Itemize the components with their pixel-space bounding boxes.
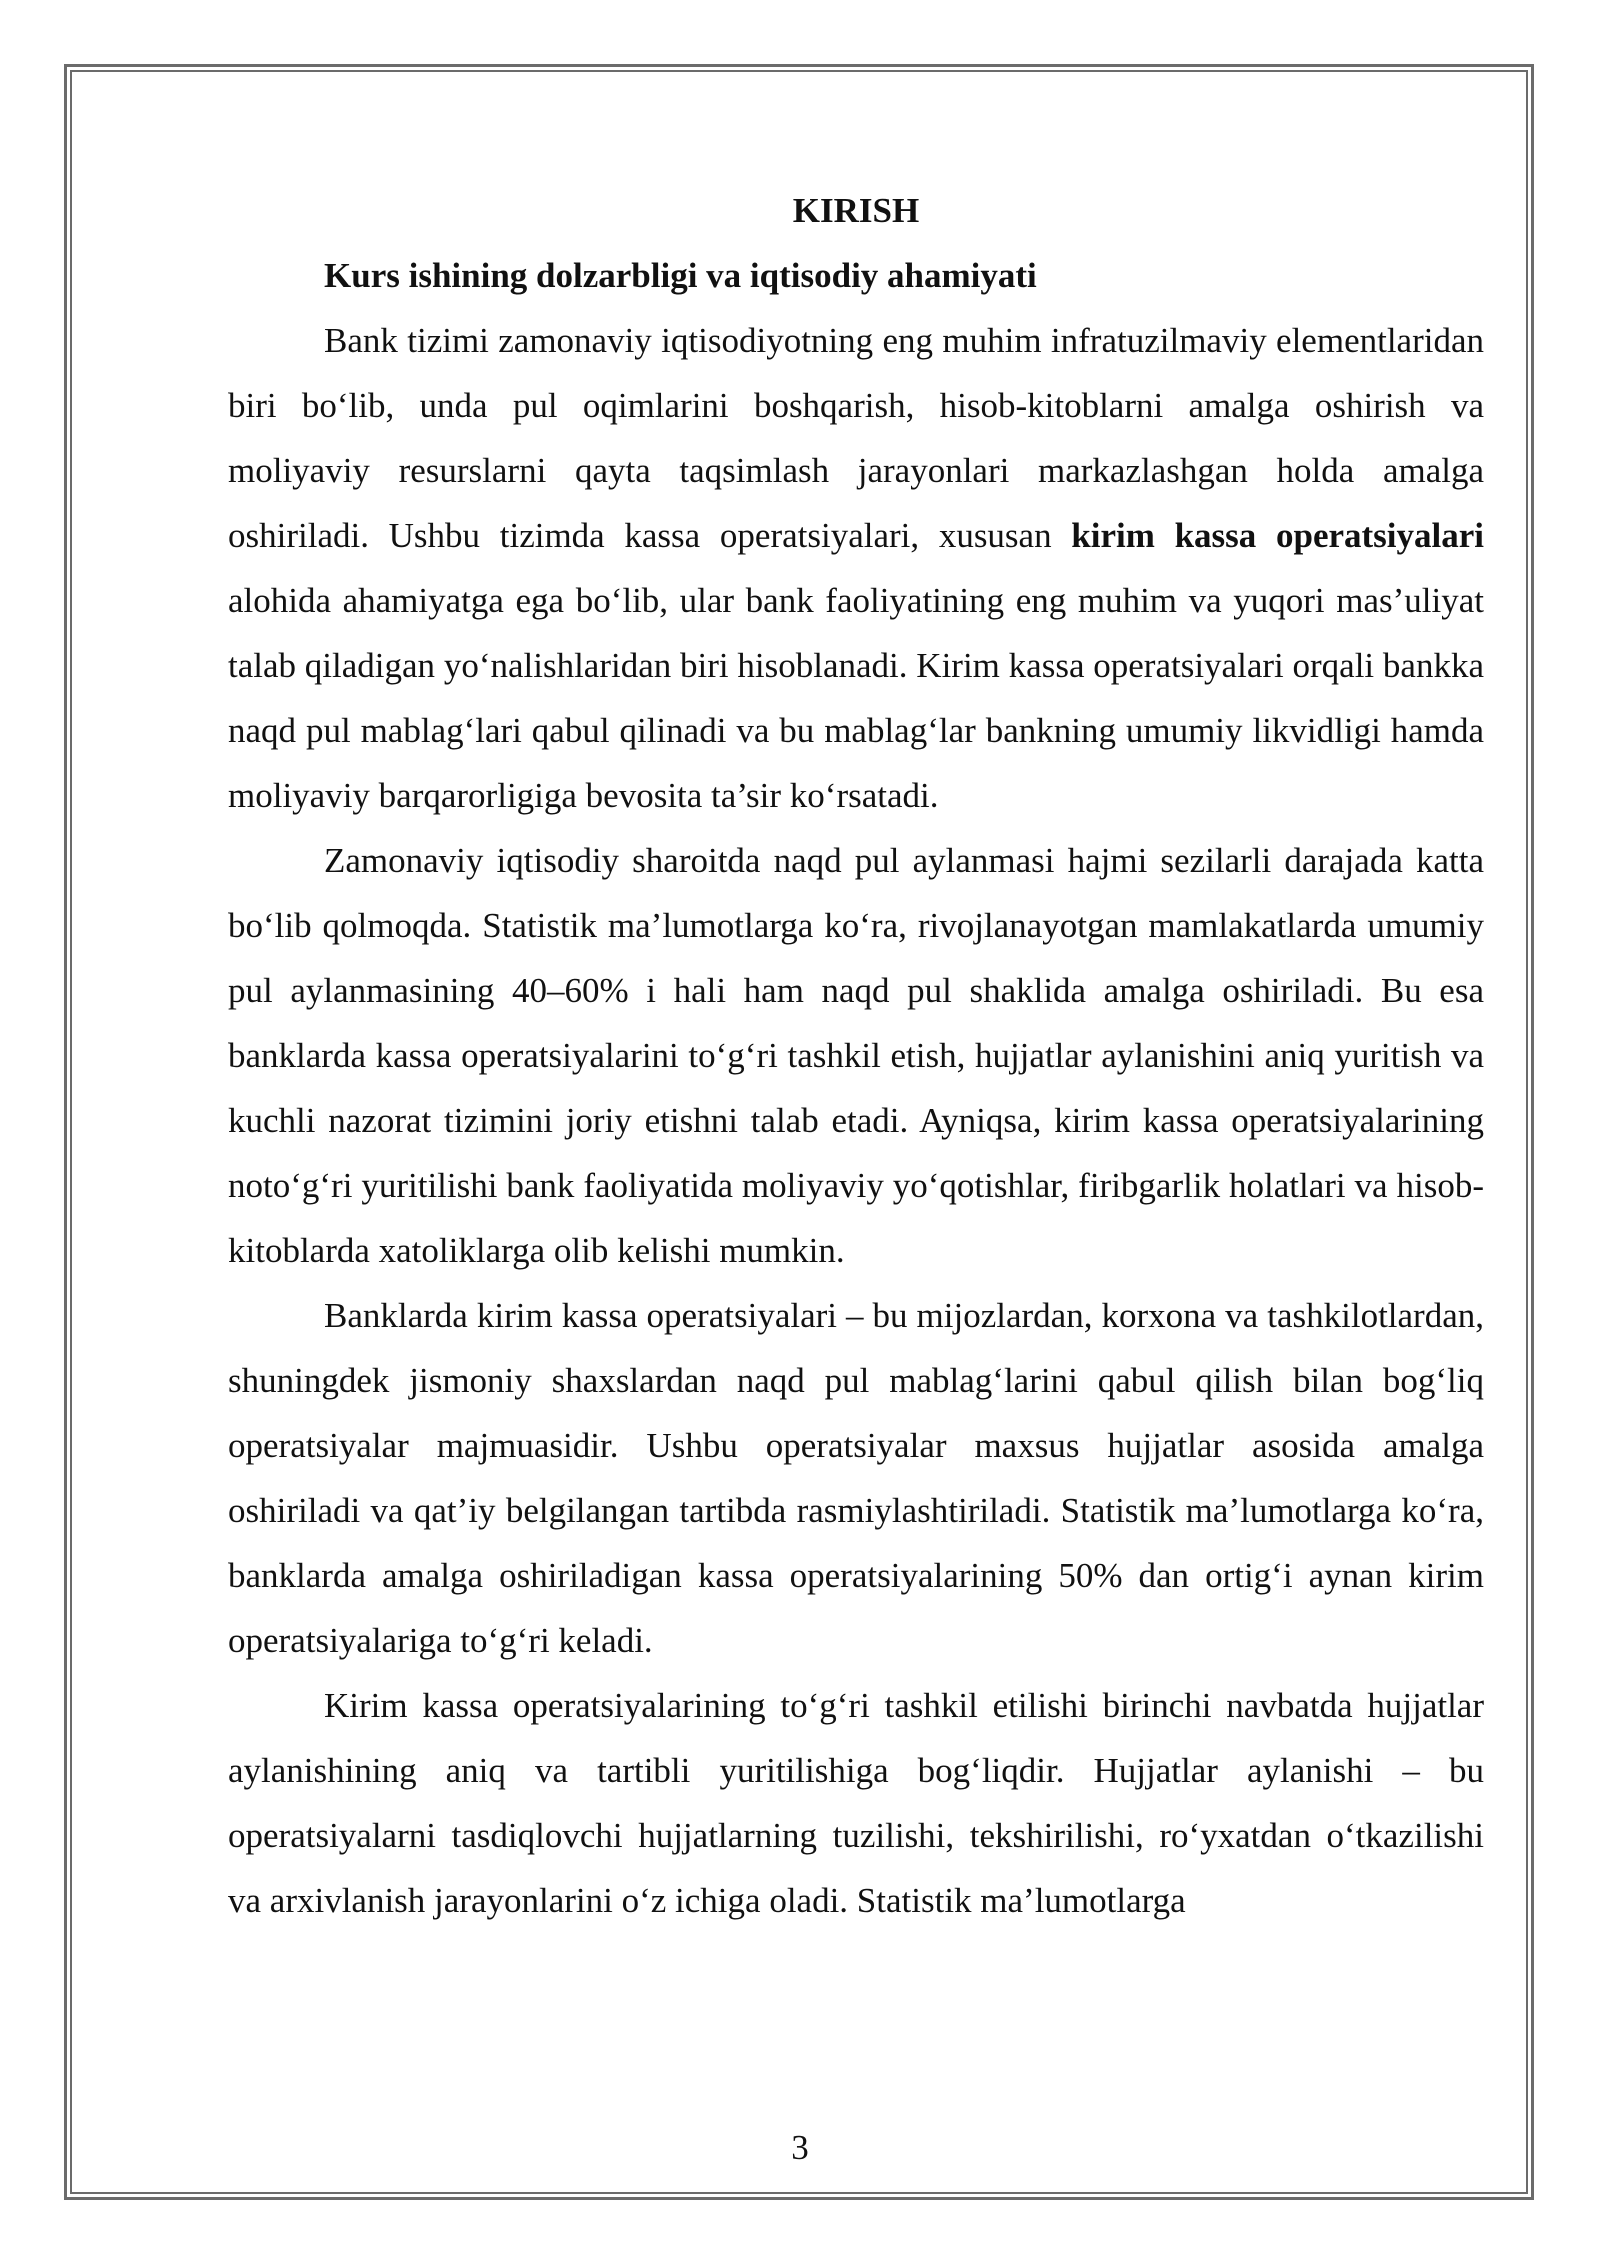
page-number: 3 [791, 2128, 809, 2167]
section-subheading: Kurs ishining dolzarbligi va iqtisodiy ahamiyati [324, 256, 1037, 295]
paragraph-4: Kirim kassa operatsiyalarining to‘g‘ri tashkil etilishi birinchi navbatda hujjatlar aylanishining aniq va tartibli yuritilishiga bog‘liqdir. Hujjatlar aylanishi – bu operatsiyalarni tasdiqlovchi hujjatlarning tuzilishi, tekshirilishi, ro‘yxatdan o‘tkazilishi va arxivlanish jarayonlarini o‘z ichiga oladi. Statistik ma’lumotlarga [228, 1686, 1484, 1920]
document-body [228, 178, 1484, 1933]
paragraph-3: Banklarda kirim kassa operatsiyalari – bu mijozlardan, korxona va tashkilotlardan, shuningdek jismoniy shaxslardan naqd pul mablag‘larini qabul qilish bilan bog‘liq operatsiyalar majmuasidir. Ushbu operatsiyalar maxsus hujjatlar asosida amalga oshiriladi va qat’iy belgilangan tartibda rasmiylashtiriladi. Statistik ma’lumotlarga ko‘ra, banklarda amalga oshiriladigan kassa operatsiyalarining 50% dan ortig‘i aynan kirim operatsiyalariga to‘g‘ri keladi. [228, 1296, 1484, 1660]
paragraph-1-text-end: alohida ahamiyatga ega bo‘lib, ular bank faoliyatining eng muhim va yuqori mas’uliyat talab qiladigan yo‘nalishlaridan biri hisoblanadi. Kirim kassa operatsiyalari orqali bankka naqd pul mablag‘lari qabul qilinadi va bu mablag‘lar bankning umumiy likvidligi hamda moliyaviy barqarorligiga bevosita ta’sir ko‘rsatadi. [228, 581, 1484, 815]
paragraph-1 [228, 308, 1484, 828]
paragraph-1-bold-term: kirim kassa operatsiyalari [1071, 516, 1485, 555]
paragraph-1-text-start: Bank tizimi zamonaviy iqtisodiyotning eng muhim infratuzilmaviy elementlaridan biri bo‘lib, unda pul oqimlarini boshqarish, hisob-kitoblarni amalga oshirish va moliyaviy resurslarni qayta taqsimlash jarayonlari markazlashgan holda amalga oshiriladi. Ushbu tizimda kassa operatsiyalari, xususan [228, 321, 1484, 555]
paragraph-2: Zamonaviy iqtisodiy sharoitda naqd pul aylanmasi hajmi sezilarli darajada katta bo‘lib qolmoqda. Statistik ma’lumotlarga ko‘ra, rivojlanayotgan mamlakatlarda umumiy pul aylanmasining 40–60% i hali ham naqd pul shaklida amalga oshiriladi. Bu esa banklarda kassa operatsiyalarini to‘g‘ri tashkil etish, hujjatlar aylanishini aniq yuritish va kuchli nazorat tizimini joriy etishni talab etadi. Ayniqsa, kirim kassa operatsiyalarining noto‘g‘ri yuritilishi bank faoliyatida moliyaviy yo‘qotishlar, firibgarlik holatlari va hisob-kitoblarda xatoliklarga olib kelishi mumkin. [228, 841, 1484, 1270]
section-heading: KIRISH [792, 191, 920, 230]
